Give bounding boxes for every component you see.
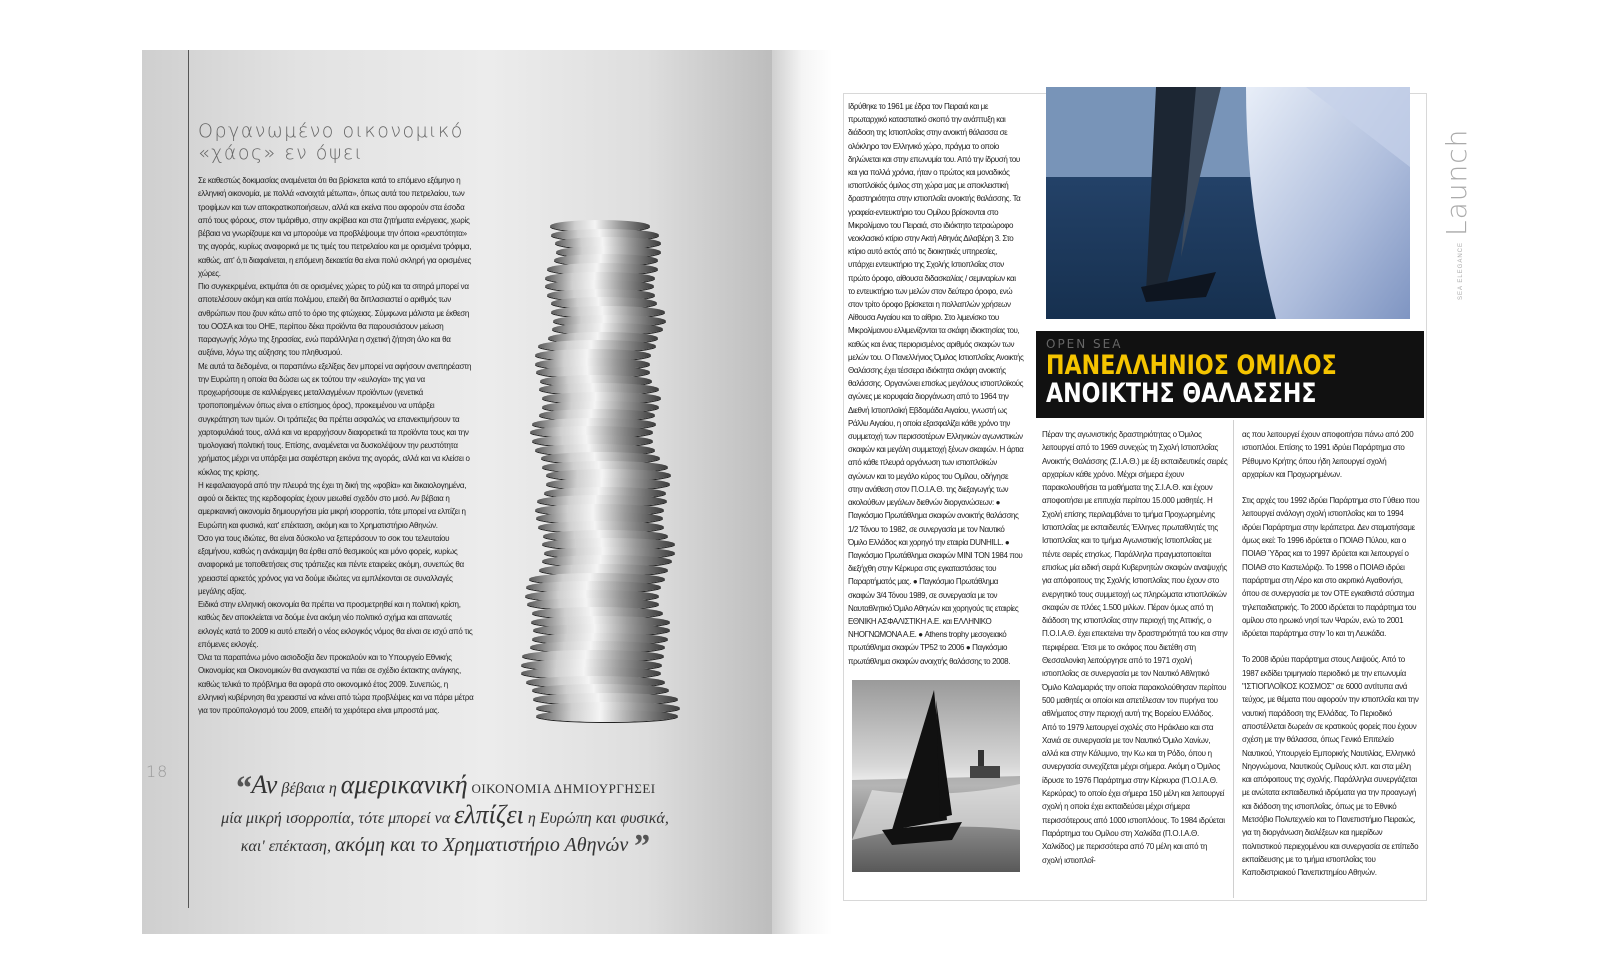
column-1-stack (848, 100, 1024, 872)
article-column-2 (1042, 428, 1228, 867)
paragraph: Πέραν της αγωνιστικής δραστηριότητας ο Όμιλος λειτουργεί από το 1969 συνεχώς τη Σχολή Ιστιοπλοΐας Ανοικτής Θαλάσσης (Σ.Ι.Α.Θ.) με έξι εκπαιδευτικές σειρές αρχαρίων κάθε χρόνο. Μέχρι σήμερα έχουν παρακολουθήσει τα μαθήματα της Σ.Ι.Α.Θ. και έχουν αποφοιτήσει με επιτυχία περίπου 15.000 μαθητές. Η Σχολή επίσης περιλαμβάνει το τμήμα Προχωρημένης Ιστιοπλοΐας με εκπαιδευτές Έλληνες πρωταθλητές της Ιστιοπλοΐας και το τμήμα Αγωνιστικής Ιστιοπλοΐας με πέντε σειρές ετησίως. Παράλληλα πραγματοποιείται επισίως μία ειδική σειρά Κυβερνητών σκαφών αναψυχής για απόφοιτους της Σχολής Ιστιοπλοΐας που έχουν στο ενεργητικό τους συμμετοχή ως πληρώματα ιστιοπλοϊκών σκαφών σε πλόες 1.500 μιλίων. Πέραν όμως από τη διάδοση της ιστιοπλοΐας στην περιοχή της Αττικής, ο Π.Ο.Ι.Α.Θ. έχει επεκτείνει την δραστηριότητά του και στην περιφέρεια. Έτσι με το σκάφος που διετέθη στη Θεσσαλονίκη λειτούργησε από το 1971 σχολή ιστιοπλοΐας σε συνεργασία με τον Ναυτικό Αθλητικό Όμιλο Καλαμαριάς την οποία παρακολούθησαν περίπου 500 μαθητές οι οποίοι και απετέλεσαν τον πυρήνα του αθλήματος στην περιοχή αυτή της Βορείου Ελλάδος. Από το 1979 λειτουργεί σχολές στο Ηράκλειο και στα Χανιά σε συνεργασία με τον Ναυτικό Όμιλο Χανίων, αλλά και στην Κάλυμνο, την Κω και τη Ρόδο, όπου η συνεργασία συνεχίζεται μέχρι σήμερα. Ακόμη ο Όμιλος ίδρυσε το 1976 Παράρτημα στην Κέρκυρα (Π.Ο.Ι.Α.Θ. Κερκύρας) το οποίο έχει σήμερα 150 μέλη και λειτουργεί σχολή η οποία έχει εκπαιδεύσει μέχρι σήμερα περισσότερους από 1000 ιστιοπλόους. Το 1984 ιδρύεται Παράρτημα του Ομίλου στη Χαλκίδα (Π.Ο.Ι.Α.Θ. Χαλκίδος) με περισσότερα από 70 μέλη και από τη σχολή ιστιοπλοΐ- (1042, 430, 1228, 865)
pull-quote (205, 770, 685, 865)
quote-text: μία μικρή ισορροπία, τότε μπορεί να (221, 810, 455, 827)
vertical-rule (188, 50, 189, 908)
quote-text: Αν (251, 770, 278, 799)
paragraph: Η κεφαλαιαγορά από την πλευρά της έχει τη δική της «φοβία» και δικαιολογημένα, αφού οι δείκτες της κερδοφορίας έχουν μειωθεί σχεδόν στο μισό. Αν βέβαια η αμερικανική οικονομία δημιουργήσει μία μικρή ισορροπία, τότε μπορεί να ελπίζει η Ευρώπη και φυσικά, κατ' επέκταση, ακόμη και το Χρηματιστήριο Αθηνών. (198, 480, 467, 530)
paragraph: Ειδικά στην ελληνική οικονομία θα πρέπει να προσμετρηθεί και η πολιτική κρίση, καθώς δεν αποκλείεται να δούμε ένα ακόμη νέο πολιτικό σχήμα και απανωτές εκλογές κατά το 2009 κι αυτό επειδή ο νέος εκλογικός νόμος θα είναι σε ισχύ από τις επόμενες εκλογές. (198, 600, 473, 649)
title-line: «χάος» εν όψει (198, 142, 364, 164)
coin (536, 710, 678, 722)
sailboat-lighthouse-photo (852, 680, 1020, 872)
quote-text: ΟΙΚΟΝΟΜΙΑ ΔΗΜΙΟΥΡΓΗΣΕΙ (467, 781, 656, 796)
paragraph: Με αυτά τα δεδομένα, οι παραπάνω εξελίξεις δεν μπορεί να αφήσουν ανεπηρέαστη την Ευρώπη η οποία θα δώσει ως εκ τούτου την «ευλογία» της για να προχωρήσουμε σε καλλιέργειες μεταλλαγμένων προϊόντων (γενετικά τροποποιημένων όπως είναι ο επίσημος όρος), προκειμένου να υπάρξει συγκράτηση των τιμών. Οι τράπεζες θα πρέπει ασφαλώς να επανεκτιμήσουν τα χαρτοφυλάκιά τους, αλλά και να ιεραρχήσουν διαφορετικά τα προϊόντα τους και την τιμολογιακή πολιτική τους. Επίσης, αναμένεται να δυσκολέψουν την ρευστότητα χρήματος μέχρι να υπάρξει μια σαφέστερη εικόνα της αγοράς, αλλά και να κλείσει ο κύκλος της κρίσης. (198, 361, 472, 477)
paragraph: Πιο συγκεκριμένα, εκτιμάται ότι σε ορισμένες χώρες το ρύζι και τα σιτηρά μπορεί να αποτελέσουν ακόμη και αιτία πολέμου, επειδή θα διπλασιαστεί ο αριθμός των ανθρώπων που ζουν κάτω από το όριο της φτώχειας. Σύμφωνα μάλιστα με έκθεση του ΟΟΣΑ και του ΟΗΕ, περίπου δέκα προϊόντα θα παρουσιάσουν μείωση παραγωγής λόγω της ξηρασίας, ενώ παράλληλα η σχετική ζήτηση όλο και θα αυξάνει, λόγω της αύξησης του πληθυσμού. (198, 282, 470, 358)
paragraph: Όσο για τους ιδιώτες, θα είναι δύσκολο να ξεπεράσουν το σοκ του τελευταίου εξαμήνου, καθώς η ανάκαμψη θα έρθει από θεσμικούς και μόνο φορείς, κυρίως αναφορικά με τοποθετήσεις στις τράπεζες και πέντε εταιρείες ακόμη, συνεπώς θα χρειαστεί αρκετός χρόνος για να δούμε ιδιώτες να εμπλέκονται σε συναλλαγές μεγάλης αξίας. (198, 533, 464, 596)
headline-band (1036, 331, 1424, 418)
racing-yacht-photo (1046, 87, 1410, 319)
article-body (198, 174, 474, 717)
coin-stack-image (500, 220, 700, 740)
open-quote-mark: “ (234, 770, 252, 807)
paragraph: Σε καθεστώς δοκιμασίας αναμένεται ότι θα βρίσκεται κατά το επόμενο εξάμηνο η ελληνική οικονομία, με πολλά «ανοιχτά μέτωπα», όπως αυτά του πετρελαίου, των τροφίμων και των αποκρατικοποιήσεων, αλλά και εκείνα που αφορούν στα έσοδα από τους φόρους, στον τιμάριθμο, στην ακρίβεια και στα ζητήματα ενέργειας, χωρίς βέβαια να γνωρίζουμε και να μπορούμε να προβλέψουμε την όποια «ρευστότητα» της αγοράς, κυρίως αναφορικά με τις τιμές του πετρελαίου και με ορισμένα τρόφιμα, καθώς, απ' ό,τι διαφαίνεται, η επόμενη δεκαετία θα είναι πολύ σκληρή για ορισμένες χώρες. (198, 176, 472, 278)
quote-text: ακόμη και το Χρηματιστήριο Αθηνών (334, 834, 629, 856)
section-label (1440, 129, 1473, 300)
page-number: 18 (146, 762, 169, 781)
title-line: Οργανωμένο οικονομικό (198, 120, 464, 142)
section-kicker: OPEN SEA (1046, 337, 1123, 351)
quote-text: ελπίζει (454, 800, 524, 829)
paragraph: Ιδρύθηκε το 1961 με έδρα τον Πειραιά και με πρωταρχικό καταστατικό σκοπό την ανάπτυξη και διάδοση της Ιστιοπλοΐας στην ανοικτή θάλασσα σε ολόκληρο τον Ελληνικό χώρο, πράγμα το οποίο δηλώνεται και στην επωνυμία του. Από την ίδρυσή του και για πολλά χρόνια, ήταν ο πρώτος και μοναδικός ιστιοπλοϊκός όμιλος στη χώρα μας με αποκλειστική δραστηριότητα στην ιστιοπλοΐα ανοικτής θαλάσσης. Τα γραφεία-εντευκτήριο του Ομίλου βρίσκονται στο Μικρολίμανο του Πειραιά, στο ιδιόκτητο τετραώροφο νεοκλασικό κτίριο στην Ακτή Αθηνάς Διλαβέρη 3. Στο κτίριο αυτό εκτός από τις διοικητικές υπηρεσίες, υπάρχει εντευκτήριο της Σχολής Ιστιοπλοΐας στον πρώτο όροφο, αίθουσα διδασκαλίας / σεμιναρίων και το εντευκτήριο των μελών στον δεύτερο όροφο, ενώ στον τρίτο όροφο βρίσκεται η πολλαπλών χρήσεων Αίθουσα Αιγαίου και το αίθριο. Στο λιμενίσκο του Μικρολίμανου ελλιμενίζονται τα σκάφη ιδιοκτησίας του, καθώς και ένας περιορισμένος αριθμός σκαφών των μελών του. Ο Πανελλήνιος Όμιλος Ιστιοπλοΐας Ανοικτής Θαλάσσης έχει τέσσερα ιδιόκτητα σκάφη ανοικτής θαλάσσης. Οργανώνει επισίως μεγάλους ιστιοπλοϊκούς αγώνες με κορυφαία διοργάνωση από το 1964 την Διεθνή Ιστιοπλοϊκή Εβδομάδα Αιγαίου, γνωστή ως Ράλλυ Αιγαίου, η οποία εξασφαλίζει κάθε χρόνο την συμμετοχή των περισσοτέρων Ελληνικών αγωνιστικών σκαφών και μεγάλη συμμετοχή ξένων σκαφών. Η άρτια από κάθε πλευρά οργάνωση των ιστιοπλοϊκών αγώνων και το μεγάλο κύρος του Ομίλου, οδήγησε στην ανάθεση στον Π.Ο.Ι.Α.Θ. της διεξαγωγής των ακολούθων μεγάλων διεθνών διοργανώσεων: ● Παγκόσμιο Πρωτάθλημα σκαφών ανοικτής θαλάσσης 1/2 Τόνου το 1982, σε συνεργασία με τον Ναυτικό Όμιλο Ελλάδος και χορηγό την εταιρία DUNHILL. ● Παγκόσμιο Πρωτάθλημα σκαφών MINI TON 1984 που διεξήχθη στην Κέρκυρα στις εγκαταστάσεις του Παραρτήματός μας. ● Παγκόσμιο Πρωτάθλημα σκαφών 3/4 Τόνου 1989, σε συνεργασία με τον Ναυταθλητικό Όμιλο Αθηνών και χορηγούς τις εταιρίες ΕΘΝΙΚΗ ΑΣΦΑΛΙΣΤΙΚΗ Α.Ε. και ΕΛΛΗΝΙΚΟ ΝΗΟΓΝΩΜΟΝΑ Α.Ε. ● Athens trophy μεσογειακό πρωτάθλημα σκαφών TP52 το 2006 ● Παγκόσμιο πρωτάθλημα σκαφών ανοιχτής θαλάσσης το 2008. (848, 102, 1024, 666)
column-divider (1233, 420, 1234, 898)
spine-shadow (772, 50, 832, 934)
quote-text: βέβαια η (277, 780, 341, 797)
paragraph: Το 2008 ιδρύει παράρτημα στους Λειψούς. Από το 1987 εκδίδει τριμηνιαίο περιοδικό με την επωνυμία "ΙΣΤΙΟΠΛΟΪΚΟΣ ΚΟΣΜΟΣ" σε 6000 αντίτυπα ανά τεύχος, με θέματα που αφορούν την ιστιοπλοΐα και την ναυτική παράδοση της Ελλάδας. Το Περιοδικό αποστέλλεται δωρεάν σε κρατικούς φορείς που έχουν σχέση με την θάλασσα, όπως Γενικό Επιτελείο Ναυτικού, Υπουργείο Εμπορικής Ναυτιλίας, Ελληνικό Νηογνώμονα, Ναυτικούς Ομίλους κλπ. και στα μέλη και απόφοιτους της σχολής. Παράλληλα συνεργάζεται με ανώτατα εκπαιδευτικά ιδρύματα για την προαγωγή και διάδοση της ιστιοπλοΐας, όπως με το Εθνικό Μετσόβιο Πολυτεχνείο και το Πανεπιστήμιο Πειραιώς, για τη διοργάνωση διαλέξεων και ημερίδων πολιτιστικού περιεχομένου και συνεργασία σε επίπεδο εκπαίδευσης με το τμήμα ιστιοπλοΐας του Καποδιστριακού Πανεπιστημίου Αθηνών. (1242, 655, 1419, 878)
section-sub-label: SEA ELEGANCE (1458, 241, 1464, 300)
quote-text: η Ευρώπη και φυσικά, (523, 810, 669, 827)
article-column-1 (848, 100, 1024, 668)
paragraph: Στις αρχές του 1992 ιδρύει Παράρτημα στο Γύθειο που λειτουργεί ανάλογη σχολή ιστιοπλοΐας και το 1994 ιδρύει Παράρτημα στην Ιεράπετρα. Δεν σταματήσαμε όμως εκεί: Το 1996 ιδρύεται ο ΠΟΙΑΘ Πύλου, και ο ΠΟΙΑΘ Ύδρας και το 1997 ιδρύεται και λειτουργεί ο ΠΟΙΑΘ στο Καστελόριζο. Το 1998 ο ΠΟΙΑΘ ιδρύει παράρτημα στη Λέρο και στο ακριτικό Αγαθονήσι, όπου σε συνεργασία με τον ΟΤΕ εγκαθιστά σύστημα τηλεπαιδιατρικής. Το 2000 ιδρύεται το παράρτημα του ομίλου στο ηρωικό νησί των Ψαρών, ενώ το 2001 ιδρύεται παράρτημα στην Ίο και τη Λευκάδα. (1242, 496, 1420, 639)
quote-text: αμερικανική (340, 770, 468, 799)
headline-line-2: ΑΝΟΙΚΤΗΣ ΘΑΛΑΣΣΗΣ (1046, 378, 1317, 409)
paragraph: ας που λειτουργεί έχουν αποφοιτήσει πάνω από 200 ιστιοπλόοι. Επίσης το 1991 ιδρύει Παράρτημα στο Ρέθυμνο Κρήτης όπου ήδη λειτουργεί σχολή αρχαρίων και Προχωρημένων. (1242, 430, 1414, 479)
quote-text: και' επέκταση, (240, 838, 335, 855)
section-label-text: Launch (1440, 128, 1473, 236)
paragraph: Όλα τα παραπάνω μόνο αισιοδοξία δεν προκαλούν και το Υπουργείο Εθνικής Οικονομίας και Οικονομικών θα αναγκαστεί να πάει σε σχέδιο έκτακτης ανάγκης, καθώς τελικά το πρόβλημα θα αφορά στο οικονομικό έτος 2009. Συνεπώς, η ελληνική κυβέρνηση θα χρειαστεί να κάνει από τώρα προβλέψεις και να πάρει μέτρα για τον προϋπολογισμό του 2009, επειδή τα χειρότερα είναι μπροστά μας. (198, 653, 474, 715)
article-column-3 (1242, 428, 1420, 893)
article-title (198, 120, 498, 164)
close-quote-mark: ” (632, 828, 650, 865)
headline-line-1: ΠΑΝΕΛΛΗΝΙΟΣ ΟΜΙΛΟΣ (1046, 350, 1337, 381)
